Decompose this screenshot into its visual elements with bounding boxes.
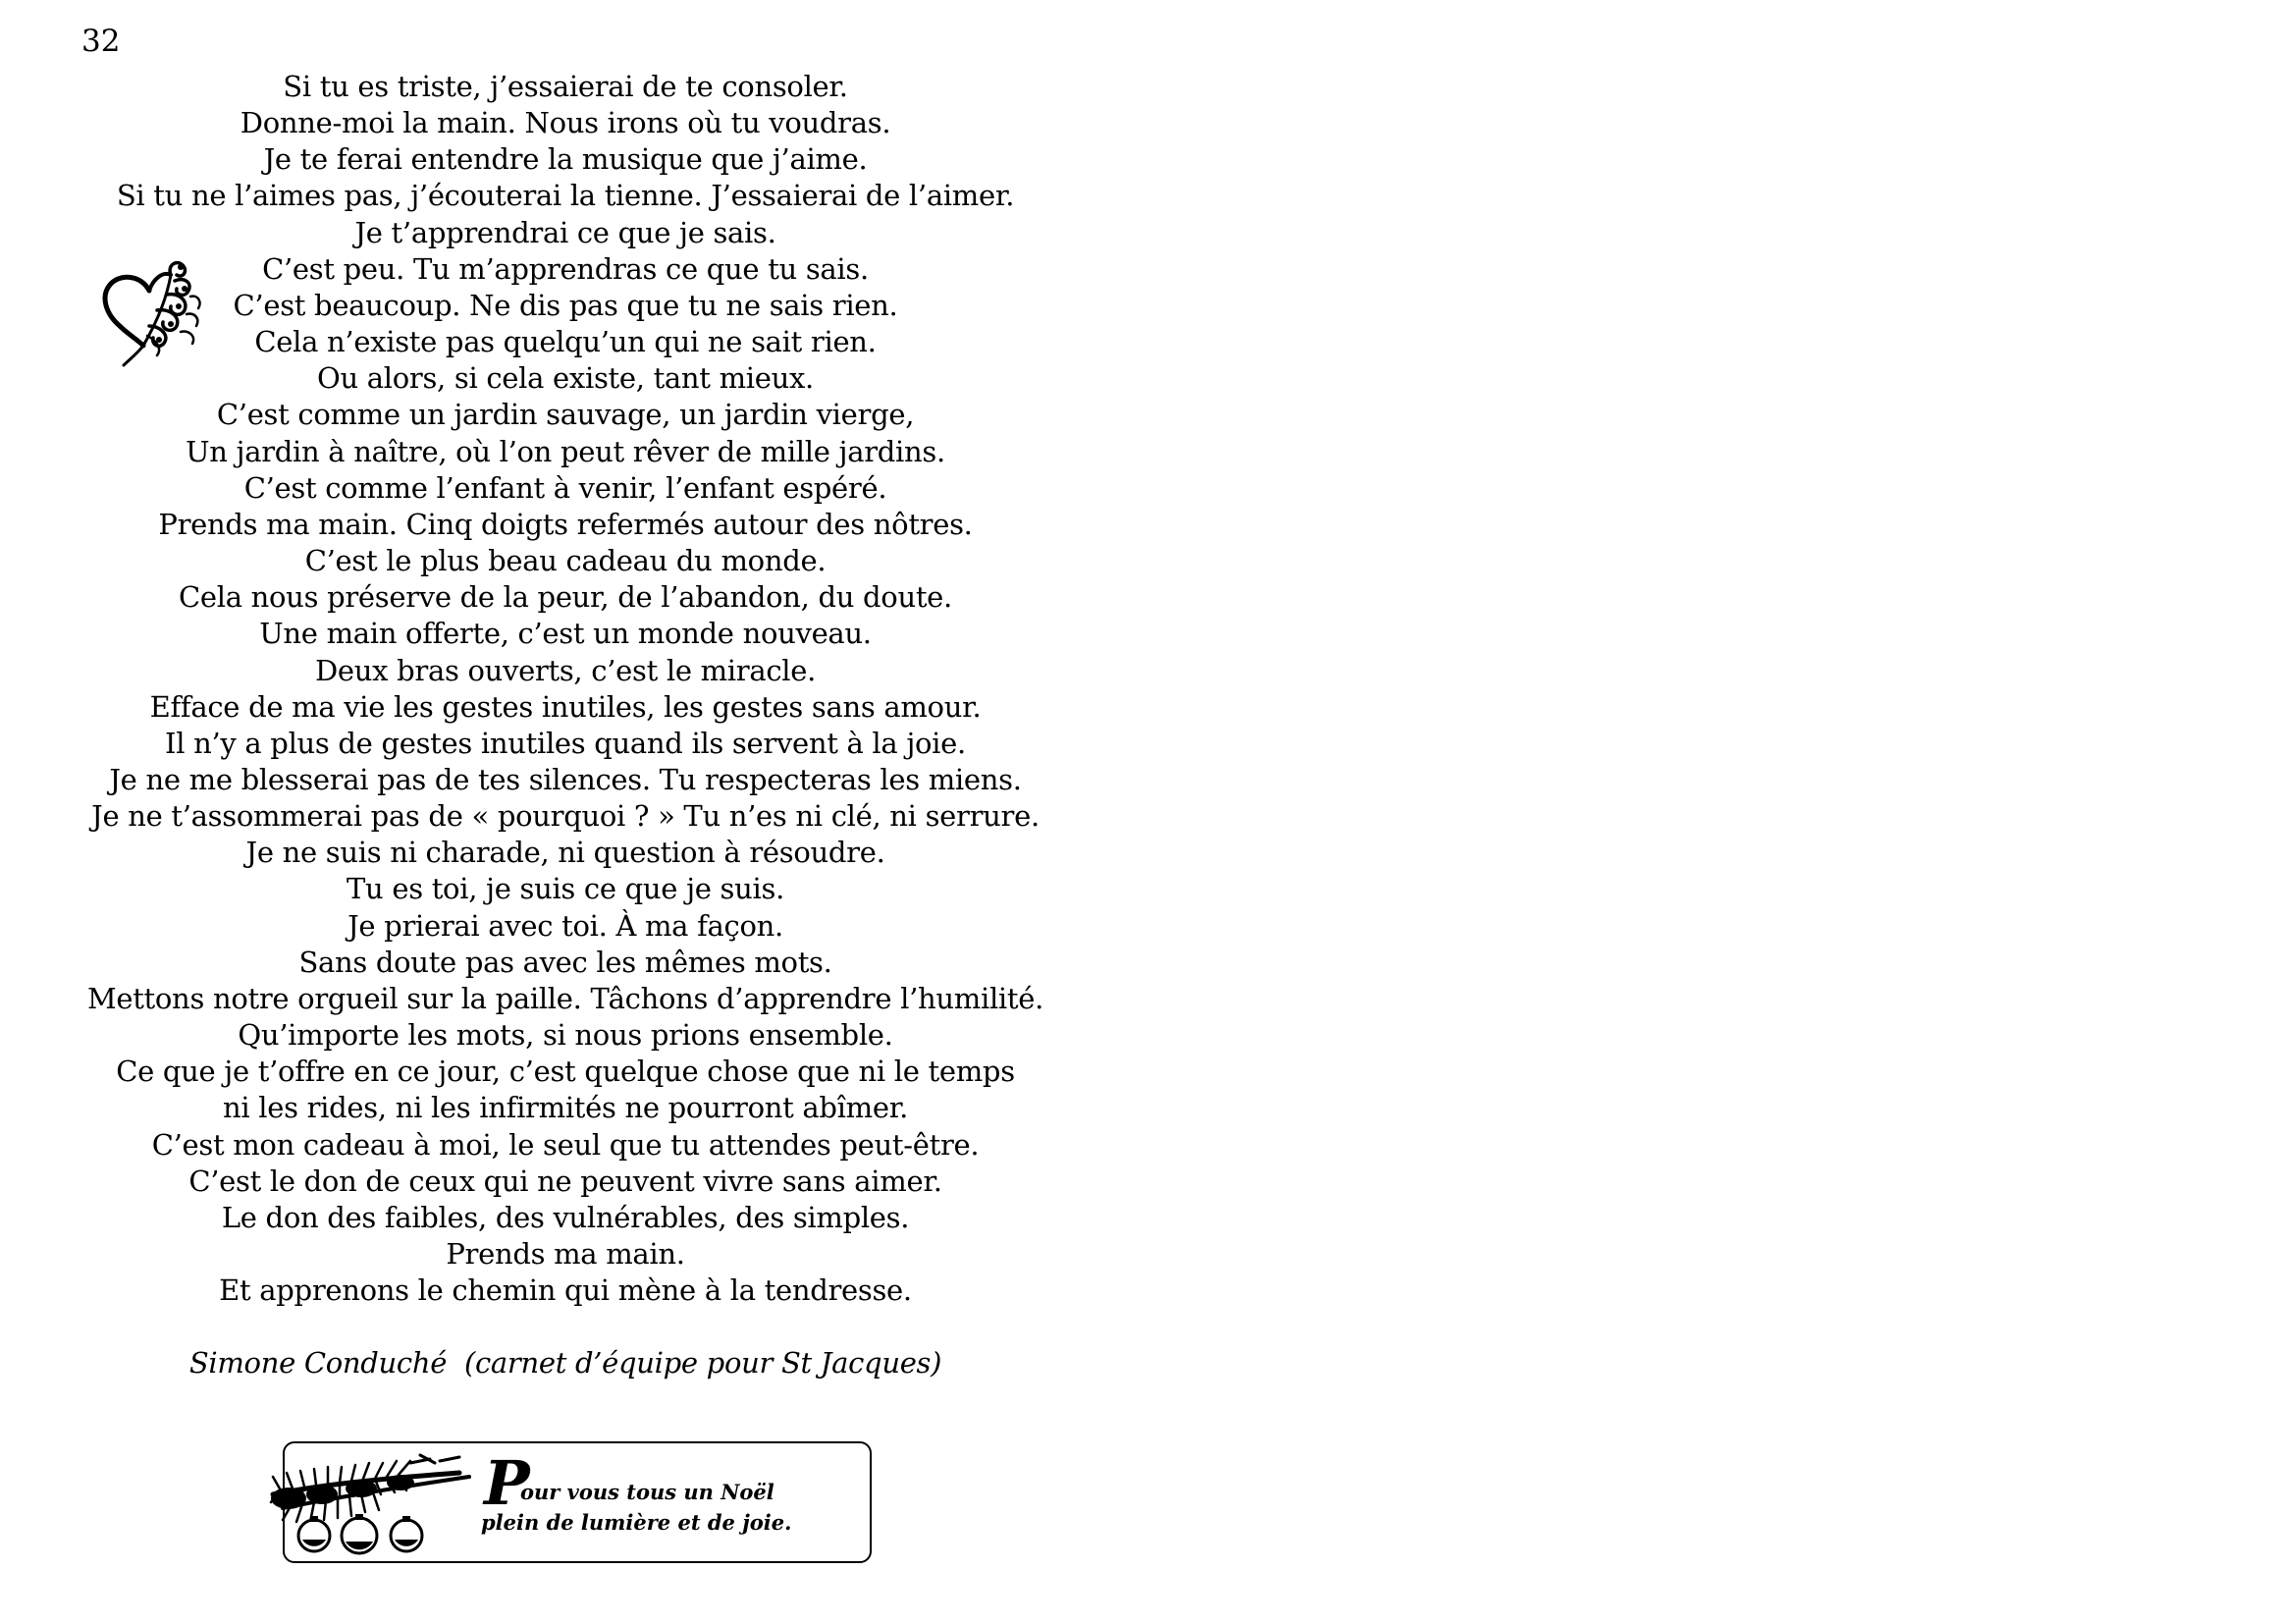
banner-line-2: plein de lumière et de joie. (481, 1510, 792, 1535)
poem-line: Le don des faibles, des vulnérables, des simples. (221, 1200, 910, 1234)
poem-line: C’est comme l’enfant à venir, l’enfant espéré. (243, 470, 887, 505)
banner-initial: P (484, 1447, 530, 1519)
poem-line: Un jardin à naître, où l’on peut rêver de mille jardins. (186, 434, 945, 468)
poem-line: C’est beaucoup. Ne dis pas que tu ne sais rien. (233, 288, 898, 322)
poem-line: Tu es toi, je suis ce que je suis. (347, 872, 784, 906)
poem-line: C’est le plus beau cadeau du monde. (304, 544, 827, 578)
poem-line: Prends ma main. (446, 1237, 685, 1271)
poem-line: Je prierai avec toi. À ma façon. (347, 908, 783, 943)
poem-line: Une main offerte, c’est un monde nouveau. (259, 617, 872, 651)
poem-line: Sans doute pas avec les mêmes mots. (298, 945, 832, 979)
poem-line: Mettons notre orgueil sur la paille. Tâchons d’apprendre l’humilité. (86, 981, 1044, 1015)
page-number: 32 (81, 24, 121, 59)
poem-line: Prends ma main. Cinq doigts refermés autour des nôtres. (158, 507, 973, 541)
poem-line: C’est peu. Tu m’apprendras ce que tu sais. (262, 251, 869, 286)
poem-line: Donne-moi la main. Nous irons où tu voudras. (240, 106, 891, 140)
poem-line: Et apprenons le chemin qui mène à la tendresse. (219, 1273, 912, 1308)
poem-line: Deux bras ouverts, c’est le miracle. (314, 653, 817, 687)
christmas-greeting-banner (263, 1434, 881, 1566)
poem-line: Il n’y a plus de gestes inutiles quand ils servent à la joie. (165, 726, 966, 760)
poem-line: Je ne t’assommerai pas de « pourquoi ? » Tu n’es ni clé, ni serrure. (91, 799, 1040, 834)
poem-line: Je te ferai entendre la musique que j’aime. (263, 142, 868, 177)
poem-signature: Simone Conduché (carnet d’équipe pour St Jacques) (188, 1346, 942, 1380)
poem-line: Je ne suis ni charade, ni question à résoudre. (245, 836, 885, 870)
poem-line: C’est le don de ceux qui ne peuvent vivre sans aimer. (188, 1164, 942, 1198)
poem-line: Je ne me blesserai pas de tes silences. Tu respecteras les miens. (109, 762, 1022, 796)
poem-line: ni les rides, ni les infirmités ne pourront abîmer. (223, 1091, 908, 1125)
poem-text (29, 69, 1101, 1309)
poem-line: Cela nous préserve de la peur, de l’abandon, du doute. (179, 580, 952, 615)
poem-line: Qu’importe les mots, si nous prions ensemble. (238, 1018, 893, 1053)
poem-line: Si tu es triste, j’essaierai de te consoler. (283, 70, 848, 103)
poem-line: C’est mon cadeau à moi, le seul que tu attendes peut-être. (151, 1127, 980, 1162)
christmas-branch-baubles-icon (263, 1434, 489, 1566)
poem-line: Je t’apprendrai ce que je sais. (354, 215, 776, 249)
poem-line: Ce que je t’offre en ce jour, c’est quelque chose que ni le temps (116, 1055, 1015, 1089)
poem-line: Ou alors, si cela existe, tant mieux. (317, 361, 814, 396)
poem-line: Si tu ne l’aimes pas, j’écouterai la tienne. J’essaierai de l’aimer. (116, 179, 1015, 213)
poem-line: Efface de ma vie les gestes inutiles, les gestes sans amour. (149, 689, 982, 724)
poem-line: C’est comme un jardin sauvage, un jardin vierge, (216, 398, 915, 432)
poem-line: Cela n’existe pas quelqu’un qui ne sait rien. (254, 325, 877, 359)
banner-line-1: our vous tous un Noël (520, 1480, 774, 1504)
